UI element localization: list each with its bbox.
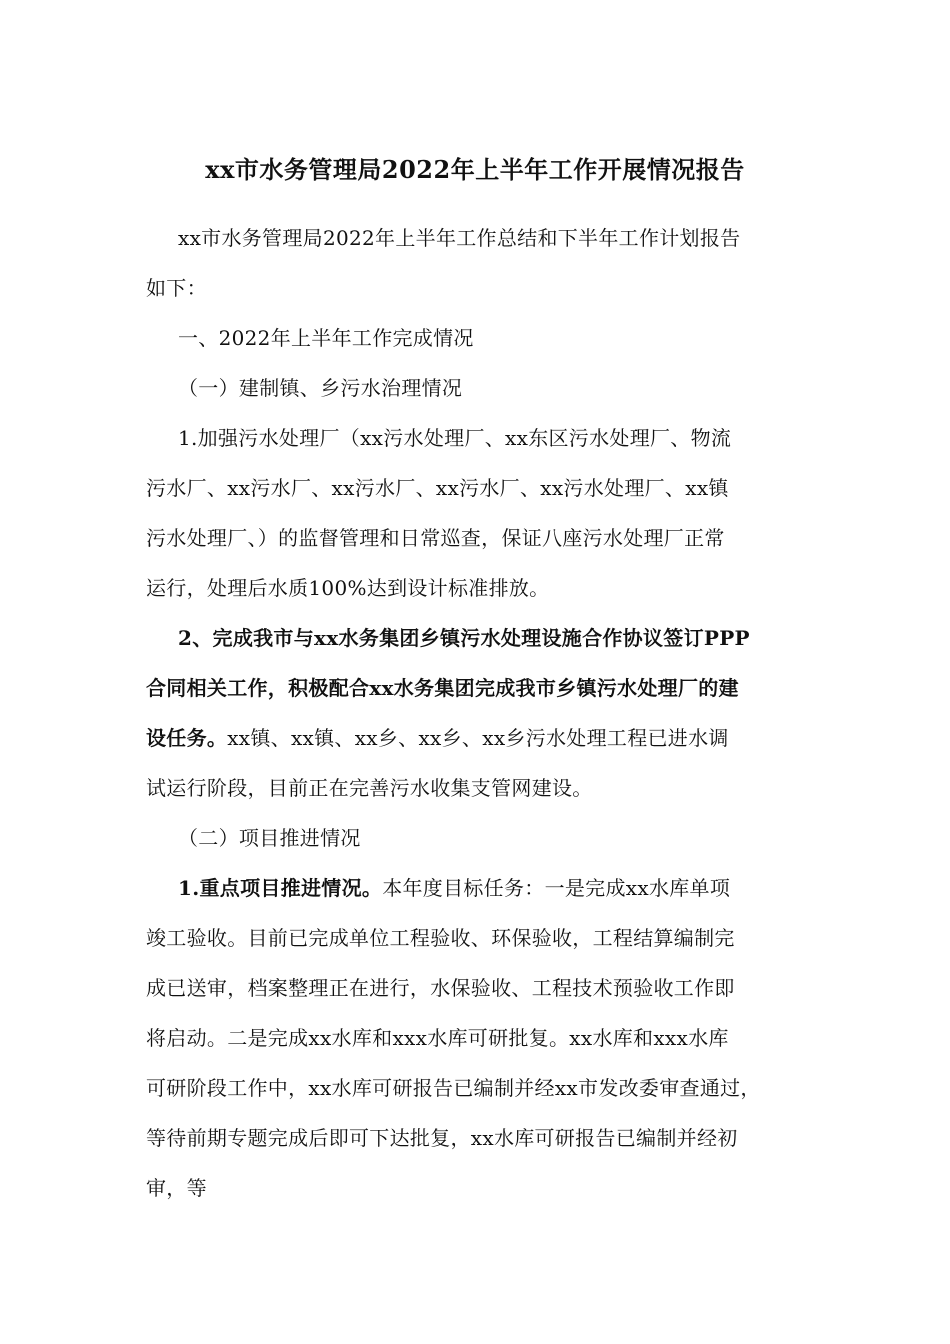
body-line xyxy=(146,972,735,1001)
text-segment: 竣工验收。目前已完成单位工程验收、环保验收，工程结算编制完 xyxy=(146,926,735,950)
section-heading xyxy=(178,322,474,351)
body-line xyxy=(146,922,735,951)
text-segment: xx镇、xx镇、xx乡、xx乡、xx乡污水处理工程已进水调 xyxy=(227,726,729,750)
bold-text-segment: 设任务。 xyxy=(146,726,228,750)
text-segment: 审，等 xyxy=(146,1176,207,1200)
subsection-heading xyxy=(178,372,462,401)
text-segment: xx市水务管理局2022年上半年工作总结和下半年工作计划报告 xyxy=(178,226,741,250)
bold-text-segment: 合同相关工作，积极配合xx水务集团完成我市乡镇污水处理厂的建 xyxy=(146,676,739,700)
document-title: xx市水务管理局2022年上半年工作开展情况报告 xyxy=(205,155,745,184)
text-segment: 1.加强污水处理厂（xx污水处理厂、xx东区污水处理厂、物流 xyxy=(178,426,732,450)
body-line xyxy=(146,572,549,601)
text-segment: （一）建制镇、乡污水治理情况 xyxy=(178,376,463,400)
text-segment: 运行，处理后水质100%达到设计标准排放。 xyxy=(146,576,550,600)
body-line xyxy=(146,772,593,801)
body-line xyxy=(146,1072,761,1101)
bold-text-segment: 2、完成我市与xx水务集团乡镇污水处理设施合作协议签订PPP xyxy=(178,626,750,650)
text-segment: 污水处理厂、）的监督管理和日常巡查，保证八座污水处理厂正常 xyxy=(146,526,725,550)
text-segment: 将启动。二是完成xx水库和xxx水库可研批复。xx水库和xxx水库 xyxy=(146,1026,729,1050)
text-segment: 污水厂、xx污水厂、xx污水厂、xx污水厂、xx污水处理厂、xx镇 xyxy=(146,476,729,500)
text-segment: 可研阶段工作中，xx水库可研报告已编制并经xx市发改委审查通过， xyxy=(146,1076,761,1100)
subsection-heading xyxy=(178,822,361,851)
body-line xyxy=(178,222,740,251)
text-segment: 等待前期专题完成后即可下达批复，xx水库可研报告已编制并经初 xyxy=(146,1126,738,1150)
body-line xyxy=(178,872,730,901)
body-line xyxy=(178,422,731,451)
bold-text-segment: 1.重点项目推进情况。 xyxy=(178,876,383,900)
body-line xyxy=(146,672,739,701)
body-line xyxy=(178,622,750,651)
text-segment: （二）项目推进情况 xyxy=(178,826,361,850)
text-segment: 本年度目标任务：一是完成xx水库单项 xyxy=(382,876,731,900)
text-segment: 试运行阶段，目前正在完善污水收集支管网建设。 xyxy=(146,776,593,800)
body-line xyxy=(146,1172,207,1201)
body-line xyxy=(146,522,725,551)
body-line xyxy=(146,472,729,501)
body-line xyxy=(146,1022,729,1051)
text-segment: 一、2022年上半年工作完成情况 xyxy=(178,326,474,350)
text-segment: 成已送审，档案整理正在进行，水保验收、工程技术预验收工作即 xyxy=(146,976,735,1000)
text-segment: 如下： xyxy=(146,276,207,300)
body-line xyxy=(146,1122,738,1151)
body-line xyxy=(146,722,729,751)
body-line xyxy=(146,272,207,301)
